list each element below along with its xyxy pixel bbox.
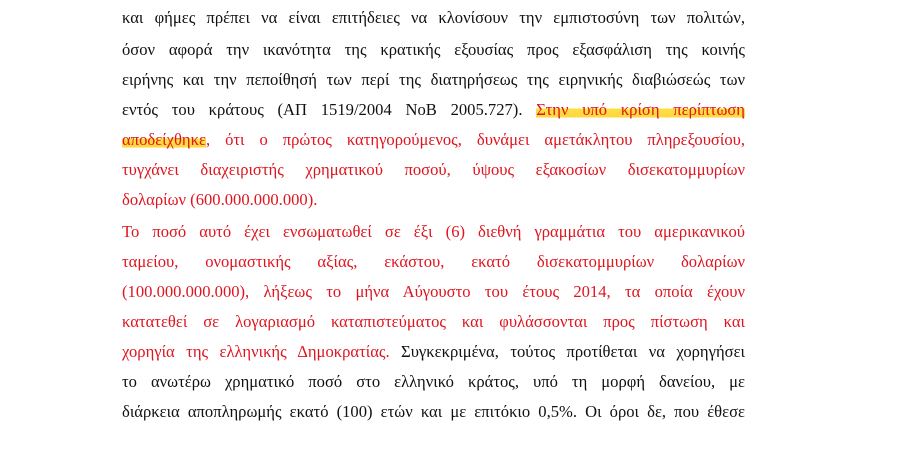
text-line <box>122 8 745 28</box>
highlighted-text: Στην υπό κρίση περίπτωση <box>536 100 745 119</box>
text-segment: Το ποσό αυτό έχει ενσωματωθεί σε έξι (6) διεθνή γραμμάτια του αμερικανικού <box>122 222 745 241</box>
text-line <box>122 100 745 120</box>
text-line <box>122 312 745 332</box>
text-segment: εντός του κράτους (ΑΠ 1519/2004 ΝοΒ 2005.727). <box>122 100 537 119</box>
text-line <box>122 190 745 210</box>
text-line <box>122 342 745 362</box>
text-line <box>122 402 745 422</box>
text-segment: Συγκεκριμένα, τούτος προτίθεται να χορηγήσει <box>389 342 745 361</box>
text-line <box>122 40 745 60</box>
text-line <box>122 252 745 272</box>
text-segment: κατατεθεί σε λογαριασμό καταπιστεύματος και φυλάσσονται προς πίστωση και <box>122 312 745 331</box>
text-line <box>122 160 745 180</box>
highlighted-text: αποδείχθηκε <box>122 130 206 149</box>
text-segment: χορηγία της ελληνικής Δημοκρατίας. <box>122 342 390 361</box>
text-line <box>122 282 745 302</box>
text-segment: όσον αφορά την ικανότητα της κρατικής εξουσίας προς εξασφάλιση της κοινής <box>122 40 745 59</box>
text-segment: ειρήνης και την πεποίθησή των περί της διατηρήσεως της ειρηνικής διαβιώσεώς των <box>122 70 745 89</box>
text-segment: , ότι ο πρώτος κατηγορούμενος, δυνάμει αμετάκλητου πληρεξουσίου, <box>205 130 745 149</box>
text-line <box>122 130 745 150</box>
text-segment: (100.000.000.000), λήξεως το μήνα Αύγουστο του έτους 2014, τα οποία έχουν <box>122 282 745 301</box>
text-line <box>122 372 745 392</box>
text-segment: το ανωτέρω χρηματικό ποσό στο ελληνικό κράτος, υπό τη μορφή δανείου, με <box>122 372 745 391</box>
text-segment: ταμείου, ονομαστικής αξίας, εκάστου, εκατό δισεκατομμυρίων δολαρίων <box>122 252 745 271</box>
text-line <box>122 70 745 90</box>
text-segment: τυγχάνει διαχειριστής χρηματικού ποσού, ύψους εξακοσίων δισεκατομμυρίων <box>122 160 745 179</box>
text-line <box>122 222 745 242</box>
text-segment: διάρκεια αποπληρωμής εκατό (100) ετών και με επιτόκιο 0,5%. Οι όροι δε, που έθεσε <box>122 402 745 421</box>
text-segment: και φήμες πρέπει να είναι επιτήδειες να κλονίσουν την εμπιστοσύνη των πολιτών, <box>122 8 745 27</box>
text-segment: δολαρίων (600.000.000.000). <box>122 190 318 209</box>
